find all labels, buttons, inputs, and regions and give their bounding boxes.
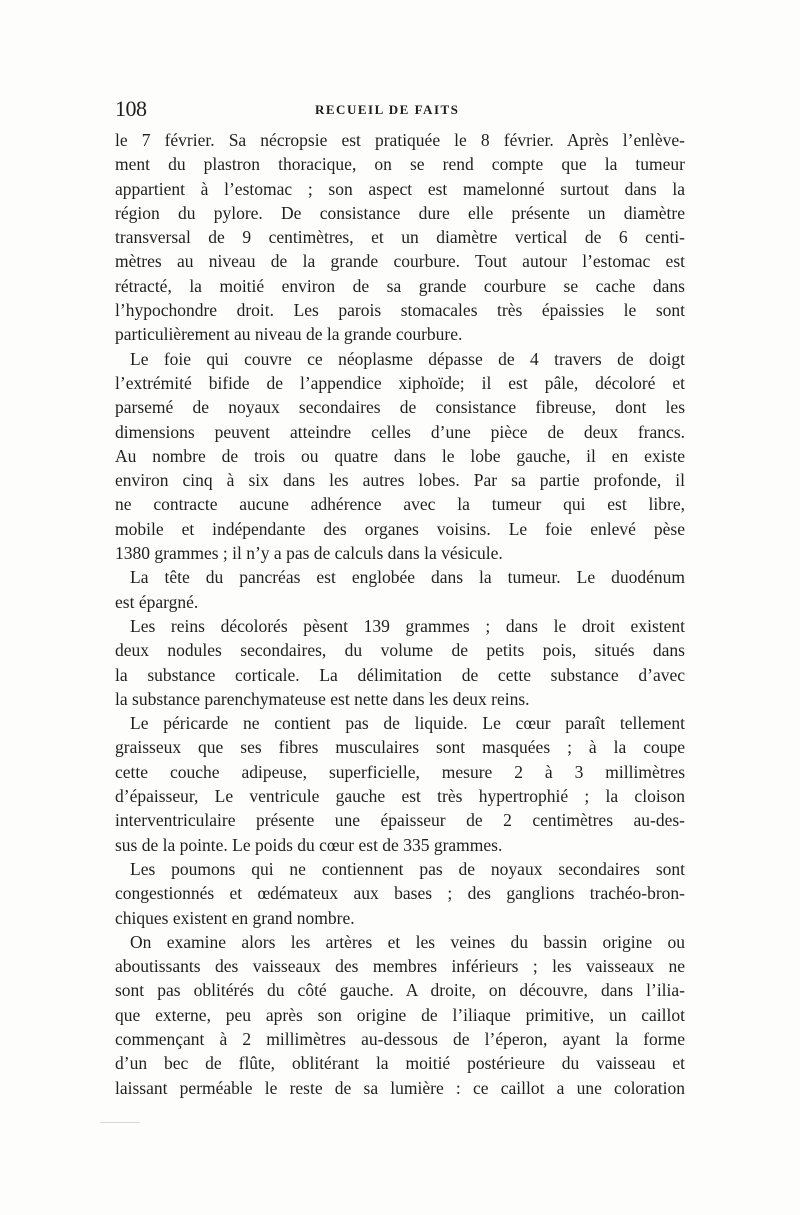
text-line: cette couche adipeuse, superficielle, mesure 2 à 3 millimètres <box>115 761 685 782</box>
text-line: Au nombre de trois ou quatre dans le lobe gauche, il en existe <box>115 445 685 466</box>
text-line: aboutissants des vaisseaux des membres inférieurs ; les vaisseaux ne <box>115 956 685 977</box>
text-line: transversal de 9 centimètres, et un diamètre vertical de 6 centi- <box>115 227 685 248</box>
text-line: sont pas oblitérés du côté gauche. A droite, on découvre, dans l’ilia- <box>115 980 685 1001</box>
text-line: La tête du pancréas est englobée dans la tumeur. Le duodénum <box>130 567 685 588</box>
text-line: particulièrement au niveau de la grande courbure. <box>115 324 463 345</box>
text-line: mètres au niveau de la grande courbure. Tout autour l’estomac est <box>115 251 685 272</box>
text-line: ment du plastron thoracique, on se rend compte que la tumeur <box>115 154 685 175</box>
scan-mark <box>100 1122 140 1123</box>
text-line: appartient à l’estomac ; son aspect est mamelonné surtout dans la <box>115 178 685 199</box>
text-line: l’extrémité bifide de l’appendice xiphoïde; il est pâle, décoloré et <box>115 372 685 393</box>
page-header <box>115 96 685 122</box>
body-text <box>115 128 685 1100</box>
text-line: ne contracte aucune adhérence avec la tumeur qui est libre, <box>115 494 685 515</box>
text-line: laissant perméable le reste de sa lumière : ce caillot a une coloration <box>115 1077 685 1098</box>
text-line: Les reins décolorés pèsent 139 grammes ; dans le droit existent <box>130 615 685 636</box>
text-line: Le foie qui couvre ce néoplasme dépasse de 4 travers de doigt <box>130 348 685 369</box>
running-title: RECUEIL DE FAITS <box>315 102 460 117</box>
text-line: Le péricarde ne contient pas de liquide. Le cœur paraît tellement <box>130 713 685 734</box>
text-line: d’un bec de flûte, oblitérant la moitié postérieure du vaisseau et <box>115 1053 685 1074</box>
text-line: 1380 grammes ; il n’y a pas de calculs dans la vésicule. <box>115 543 503 564</box>
text-line: mobile et indépendante des organes voisins. Le foie enlevé pèse <box>115 518 685 539</box>
text-line: graisseux que ses fibres musculaires sont masquées ; à la coupe <box>115 737 685 758</box>
text-line: l’hypochondre droit. Les parois stomacales très épaissies le sont <box>115 300 685 321</box>
text-line: rétracté, la moitié environ de sa grande courbure se cache dans <box>115 275 685 296</box>
text-line: chiques existent en grand nombre. <box>115 907 355 928</box>
text-line: d’épaisseur, Le ventricule gauche est très hypertrophié ; la cloison <box>115 786 685 807</box>
text-line: parsemé de noyaux secondaires de consistance fibreuse, dont les <box>115 397 685 418</box>
text-line: est épargné. <box>115 591 199 612</box>
text-line: Les poumons qui ne contiennent pas de noyaux secondaires sont <box>130 858 685 879</box>
text-line: congestionnés et œdémateux aux bases ; des ganglions trachéo-bron- <box>115 883 685 904</box>
text-line: le 7 février. Sa nécropsie est pratiquée le 8 février. Après l’enlève- <box>115 130 685 150</box>
text-line: On examine alors les artères et les veines du bassin origine ou <box>130 931 685 952</box>
text-line: dimensions peuvent atteindre celles d’une pièce de deux francs. <box>115 421 685 442</box>
text-line: la substance parenchymateuse est nette dans les deux reins. <box>115 688 530 709</box>
page-number: 108 <box>115 96 147 121</box>
text-line: la substance corticale. La délimitation de cette substance d’avec <box>115 664 685 685</box>
text-line: environ cinq à six dans les autres lobes. Par sa partie profonde, il <box>115 470 685 491</box>
text-line: que externe, peu après son origine de l’iliaque primitive, un caillot <box>115 1004 685 1025</box>
text-line: deux nodules secondaires, du volume de petits pois, situés dans <box>115 640 685 661</box>
text-line: sus de la pointe. Le poids du cœur est de 335 grammes. <box>115 834 503 855</box>
text-line: commençant à 2 millimètres au-dessous de l’éperon, ayant la forme <box>115 1028 685 1049</box>
text-line: interventriculaire présente une épaisseur de 2 centimètres au-des- <box>115 810 685 831</box>
text-line: région du pylore. De consistance dure elle présente un diamètre <box>115 202 685 223</box>
